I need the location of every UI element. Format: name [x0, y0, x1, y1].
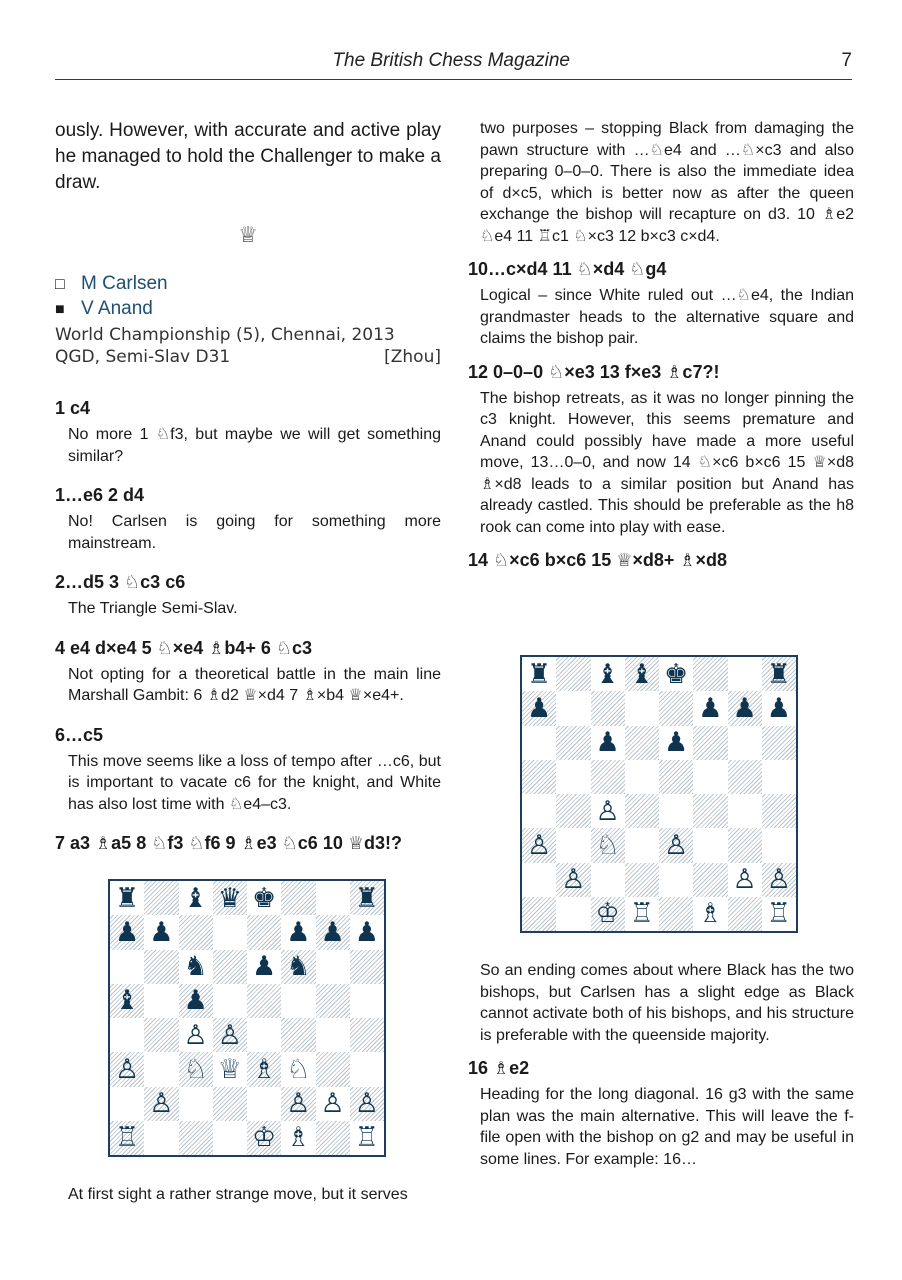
board-square	[179, 984, 213, 1018]
board-square	[728, 726, 762, 760]
board-square	[522, 897, 556, 931]
board-square	[728, 760, 762, 794]
white-bishop-icon: ♗	[252, 1053, 277, 1085]
board-square	[762, 897, 796, 931]
white-knight-icon: ♘	[595, 829, 620, 861]
black-knight-icon: ♞	[183, 951, 208, 983]
board-square	[591, 863, 625, 897]
board-square	[556, 691, 590, 725]
white-player	[55, 272, 441, 297]
board-square	[316, 950, 350, 984]
white-pawn-icon: ♙	[561, 864, 586, 896]
board-square	[179, 1018, 213, 1052]
board-square	[144, 950, 178, 984]
game-info	[55, 324, 441, 368]
board-square	[522, 760, 556, 794]
board-square	[247, 1018, 281, 1052]
board-square	[247, 1121, 281, 1155]
move-heading: 10…c×d4 11 ♘×d4 ♘g4	[468, 259, 667, 279]
board-square	[693, 726, 727, 760]
board-square	[110, 1052, 144, 1086]
board-square	[693, 828, 727, 862]
board-square	[693, 794, 727, 828]
right-lower-block	[468, 960, 854, 1170]
move-comment: No more 1 ♘f3, but maybe we will get something similar?	[68, 426, 441, 465]
board-square	[625, 726, 659, 760]
board-square	[179, 881, 213, 915]
white-king-icon: ♔	[595, 898, 620, 930]
white-rook-icon: ♖	[354, 1122, 379, 1154]
board-square	[110, 881, 144, 915]
board-square	[762, 760, 796, 794]
board-square	[522, 863, 556, 897]
move-heading: 2…d5 3 ♘c3 c6	[55, 572, 186, 592]
move-heading: 6…c5	[55, 724, 104, 745]
board-square	[522, 726, 556, 760]
board-square	[316, 984, 350, 1018]
move-comment: The bishop retreats, as it was no longer pinning the c3 knight. However, this seems premature and Anand could possibly have made a more useful move, 13…0–0, and now 14 ♘×c6 b×c6 15 ♕×d8 ♗×d8 leads to a similar position but Anand has already castled. This should be preferable as the h8 rook can come into play with ease.	[480, 389, 854, 536]
black-square-icon: ■	[55, 301, 65, 318]
move-heading: 4 e4 d×e4 5 ♘×e4 ♗b4+ 6 ♘c3	[55, 637, 313, 658]
board-square	[693, 897, 727, 931]
board-square	[522, 691, 556, 725]
black-player-name: V Anand	[81, 298, 153, 319]
board-square	[110, 915, 144, 949]
move-heading: 12 0–0–0 ♘×e3 13 f×e3 ♗c7?!	[468, 361, 720, 382]
board-square	[316, 881, 350, 915]
board-square	[728, 691, 762, 725]
board-square	[179, 950, 213, 984]
white-pawn-icon: ♙	[664, 829, 689, 861]
white-pawn-icon: ♙	[766, 864, 791, 896]
board-square	[625, 691, 659, 725]
page-number: 7	[841, 50, 852, 71]
board-square	[179, 915, 213, 949]
white-king-icon: ♔	[252, 1122, 277, 1154]
black-rook-icon: ♜	[354, 882, 379, 914]
board-square	[247, 915, 281, 949]
white-pawn-icon: ♙	[320, 1088, 345, 1120]
black-pawn-icon: ♟	[766, 692, 791, 724]
board-square	[144, 984, 178, 1018]
board-square	[213, 950, 247, 984]
black-pawn-icon: ♟	[732, 692, 757, 724]
board-square	[522, 794, 556, 828]
white-pawn-icon: ♙	[732, 864, 757, 896]
board-square	[213, 1052, 247, 1086]
board-square	[281, 1018, 315, 1052]
black-king-icon: ♚	[252, 882, 277, 914]
black-knight-icon: ♞	[286, 951, 311, 983]
board-square	[591, 828, 625, 862]
board-square	[762, 726, 796, 760]
board-square	[591, 897, 625, 931]
chess-board	[108, 879, 386, 1157]
board-square	[316, 1087, 350, 1121]
board-square	[247, 1087, 281, 1121]
header-rule	[55, 79, 852, 80]
black-bishop-icon: ♝	[595, 658, 620, 690]
board-square	[144, 1121, 178, 1155]
white-square-icon: □	[55, 276, 65, 293]
black-rook-icon: ♜	[766, 658, 791, 690]
white-knight-icon: ♘	[286, 1053, 311, 1085]
board-square	[110, 950, 144, 984]
board-square	[556, 726, 590, 760]
black-pawn-icon: ♟	[252, 951, 277, 983]
chess-board	[520, 655, 798, 933]
black-rook-icon: ♜	[115, 882, 140, 914]
black-pawn-icon: ♟	[527, 692, 552, 724]
board-square	[281, 915, 315, 949]
board-square	[762, 828, 796, 862]
board-square	[213, 915, 247, 949]
black-pawn-icon: ♟	[286, 916, 311, 948]
board-square	[762, 691, 796, 725]
white-queen-icon: ♕	[217, 1053, 242, 1085]
board-square	[556, 794, 590, 828]
board-square	[281, 881, 315, 915]
board-square	[693, 760, 727, 794]
event-line: World Championship (5), Chennai, 2013	[55, 325, 395, 345]
board-square	[556, 828, 590, 862]
board-square	[213, 1121, 247, 1155]
board-square	[110, 1087, 144, 1121]
board-square	[281, 1121, 315, 1155]
annotator: [Zhou]	[384, 347, 441, 367]
board-square	[522, 657, 556, 691]
board-square	[659, 897, 693, 931]
board-square	[625, 863, 659, 897]
board-square	[625, 657, 659, 691]
board-square	[110, 1121, 144, 1155]
white-pawn-icon: ♙	[286, 1088, 311, 1120]
board-square	[522, 828, 556, 862]
black-pawn-icon: ♟	[149, 916, 174, 948]
board-square	[110, 984, 144, 1018]
move-heading: 1…e6 2 d4	[55, 485, 145, 505]
board-square	[316, 1121, 350, 1155]
white-bishop-icon: ♗	[698, 898, 723, 930]
black-rook-icon: ♜	[527, 658, 552, 690]
board-square	[625, 794, 659, 828]
board-square	[556, 897, 590, 931]
white-pawn-icon: ♙	[183, 1019, 208, 1051]
chess-diagram-2	[520, 655, 798, 933]
board-square	[350, 984, 384, 1018]
board-square	[659, 691, 693, 725]
board-square	[350, 915, 384, 949]
opening-line: QGD, Semi-Slav D31	[55, 347, 231, 367]
board-square	[591, 760, 625, 794]
magazine-title: The British Chess Magazine	[332, 50, 570, 71]
white-pawn-icon: ♙	[527, 829, 552, 861]
black-bishop-icon: ♝	[183, 882, 208, 914]
board-square	[144, 1052, 178, 1086]
black-king-icon: ♚	[664, 658, 689, 690]
move-heading: 7 a3 ♗a5 8 ♘f3 ♘f6 9 ♗e3 ♘c6 10 ♕d3!?	[55, 833, 402, 853]
board-square	[179, 1121, 213, 1155]
board-square	[281, 950, 315, 984]
white-bishop-icon: ♗	[286, 1122, 311, 1154]
white-player-name: M Carlsen	[81, 273, 168, 294]
white-pawn-icon: ♙	[354, 1088, 379, 1120]
black-bishop-icon: ♝	[115, 985, 140, 1017]
board-square	[247, 1052, 281, 1086]
move-comment: This move seems like a loss of tempo after …c6, but is important to vacate c6 for the knight, and White has also lost time with ♘e4–c3.	[68, 752, 441, 813]
black-queen-icon: ♛	[217, 882, 242, 914]
board-square	[316, 1018, 350, 1052]
board-square	[762, 863, 796, 897]
board-square	[281, 1052, 315, 1086]
board-square	[659, 657, 693, 691]
board-square	[659, 863, 693, 897]
board-square	[247, 984, 281, 1018]
board-square	[659, 794, 693, 828]
move-heading: 14 ♘×c6 b×c6 15 ♕×d8+ ♗×d8	[468, 550, 728, 570]
board-square	[591, 691, 625, 725]
black-pawn-icon: ♟	[595, 727, 620, 759]
move-comment: The Triangle Semi-Slav.	[68, 600, 238, 617]
board-square	[144, 1087, 178, 1121]
after-diagram-text: So an ending comes about where Black has the two bishops, but Carlsen has a slight edge as Black cannot activate both of his bishops, and his structure is preferable with the queenside majority.	[480, 962, 854, 1044]
white-pawn-icon: ♙	[115, 1053, 140, 1085]
chess-diagram-1	[108, 879, 386, 1157]
after-diagram-text: At first sight a rather strange move, but it serves	[68, 1186, 408, 1203]
queen-ornament-icon: ♕	[238, 222, 258, 247]
black-bishop-icon: ♝	[629, 658, 654, 690]
white-rook-icon: ♖	[766, 898, 791, 930]
board-square	[728, 828, 762, 862]
board-square	[693, 863, 727, 897]
black-pawn-icon: ♟	[664, 727, 689, 759]
board-square	[350, 1018, 384, 1052]
white-knight-icon: ♘	[183, 1053, 208, 1085]
white-pawn-icon: ♙	[217, 1019, 242, 1051]
board-square	[350, 881, 384, 915]
board-square	[110, 1018, 144, 1052]
board-square	[659, 726, 693, 760]
board-square	[179, 1087, 213, 1121]
white-rook-icon: ♖	[629, 898, 654, 930]
board-square	[144, 915, 178, 949]
move-heading: 1 c4	[55, 398, 91, 418]
white-rook-icon: ♖	[115, 1122, 140, 1154]
board-square	[213, 984, 247, 1018]
board-square	[625, 828, 659, 862]
white-pawn-icon: ♙	[149, 1088, 174, 1120]
board-square	[591, 726, 625, 760]
black-pawn-icon: ♟	[698, 692, 723, 724]
board-square	[144, 881, 178, 915]
board-square	[179, 1052, 213, 1086]
board-square	[316, 1052, 350, 1086]
board-square	[591, 794, 625, 828]
board-square	[693, 691, 727, 725]
black-pawn-icon: ♟	[115, 916, 140, 948]
move-comment: No! Carlsen is going for something more mainstream.	[68, 513, 441, 552]
board-square	[591, 657, 625, 691]
board-square	[728, 897, 762, 931]
black-pawn-icon: ♟	[320, 916, 345, 948]
board-square	[281, 1087, 315, 1121]
board-square	[144, 1018, 178, 1052]
board-square	[762, 657, 796, 691]
board-square	[659, 828, 693, 862]
continuation-paragraph: two purposes – stopping Black from damaging the pawn structure with …♘e4 and …♘×c3 and also preparing 0–0–0. There is also the immediate idea of d×c5, which is better now as after the queen exchange the bishop will recapture on d3. 10 ♗e2 ♘e4 11 ♖c1 ♘×c3 12 b×c3 c×d4.	[480, 120, 854, 245]
board-square	[728, 794, 762, 828]
move-comment: Not opting for a theoretical battle in the main line Marshall Gambit: 6 ♗d2 ♕×d4 7 ♗×b4 ♕×e4+.	[68, 665, 441, 704]
white-pawn-icon: ♙	[595, 795, 620, 827]
board-square	[350, 950, 384, 984]
board-square	[762, 794, 796, 828]
board-square	[350, 1052, 384, 1086]
board-square	[350, 1121, 384, 1155]
board-square	[728, 657, 762, 691]
move-comment: Logical – since White ruled out …♘e4, the Indian grandmaster heads to the alternative square and claims the bishop pair.	[480, 287, 854, 347]
black-pawn-icon: ♟	[183, 985, 208, 1017]
board-square	[213, 1018, 247, 1052]
board-square	[213, 881, 247, 915]
intro-paragraph: ously. However, with accurate and active play he managed to hold the Challenger to make a draw.	[55, 120, 441, 193]
board-square	[556, 863, 590, 897]
board-square	[247, 950, 281, 984]
board-square	[350, 1087, 384, 1121]
board-square	[625, 897, 659, 931]
board-square	[556, 760, 590, 794]
board-square	[213, 1087, 247, 1121]
board-square	[247, 881, 281, 915]
move-heading: 16 ♗e2	[468, 1058, 530, 1078]
right-column	[468, 118, 854, 576]
board-square	[659, 760, 693, 794]
move-comment: Heading for the long diagonal. 16 g3 with the same plan was the main alternative. This will leave the f-file open with the bishop on g2 and may be useful in some lines. For example: 16…	[480, 1086, 854, 1168]
black-pawn-icon: ♟	[354, 916, 379, 948]
black-player	[55, 297, 441, 322]
left-column	[55, 118, 441, 859]
board-square	[556, 657, 590, 691]
board-square	[316, 915, 350, 949]
board-square	[625, 760, 659, 794]
board-square	[693, 657, 727, 691]
board-square	[728, 863, 762, 897]
board-square	[281, 984, 315, 1018]
